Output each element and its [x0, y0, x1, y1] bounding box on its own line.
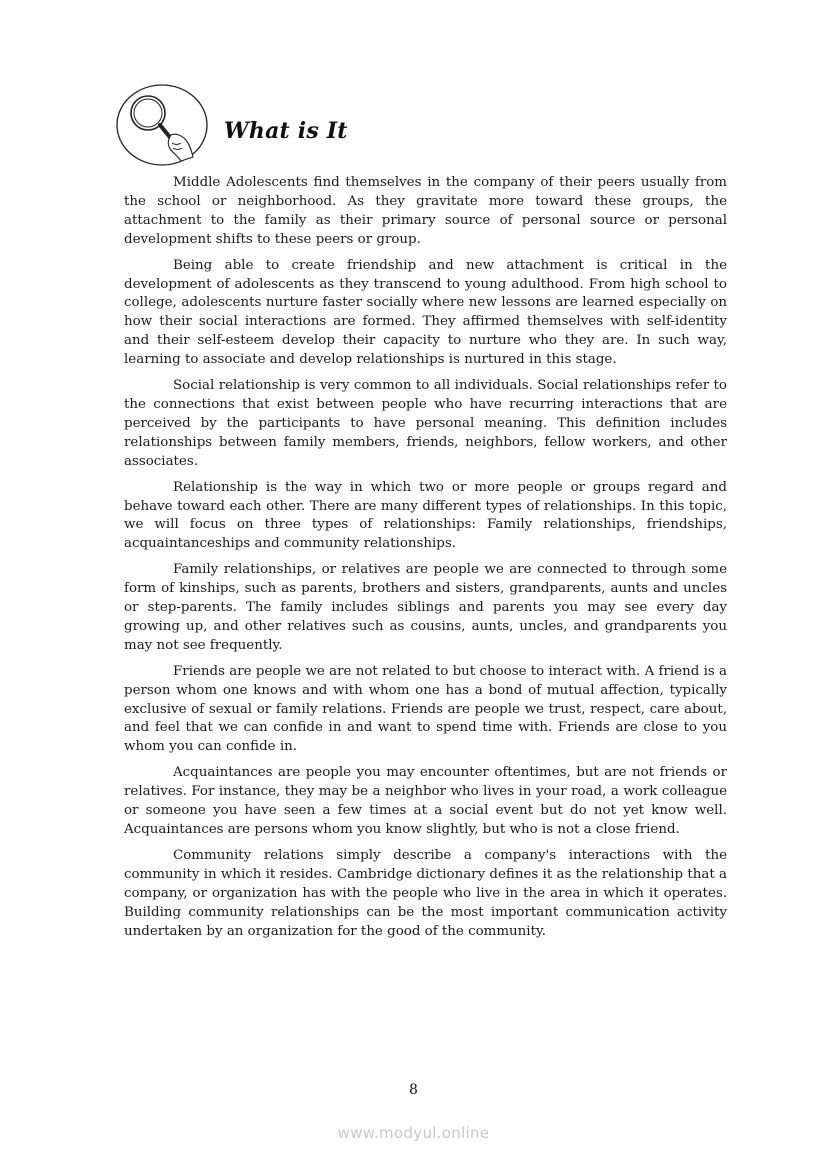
- paragraph-middle-adolescents: Middle Adolescents find themselves in the company of their peers usually from the school or neighborhood. As they gravitate more toward these groups, the attachment to the family as their primary source of personal source or personal development shifts to these peers or group.: [124, 175, 727, 247]
- paragraph-relationship-types: Relationship is the way in which two or more people or groups regard and behave toward each other. There are many different types of relationships. In this topic, we will focus on three types of relationships: Family relationships, friendships, acquaintanceships and community relationships.: [124, 479, 727, 552]
- paragraph-community-relations: Community relations simply describe a company's interactions with the community in which it resides. Cambridge dictionary defines it as the relationship that a company, or organization has with the people who live in the area in which it operates. Building community relationships can be the most important communication activity undertaken by an organization for the good of the community.: [124, 847, 727, 939]
- paragraph-acquaintances: Acquaintances are people you may encounter oftentimes, but are not friends or relatives. For instance, they may be a neighbor who lives in your road, a work colleague or someone you have seen a few times at a social event but do not yet know well. Acquaintances are persons whom you know slightly, but who is not a close friend.: [124, 765, 727, 837]
- page-number: 8: [409, 1082, 418, 1098]
- paragraph-social-relationship: Social relationship is very common to all individuals. Social relationships refer to the connections that exist between people who have recurring interactions that are perceived by the participants to have personal meaning. This definition includes relationships between family members, friends, neighbors, fellow workers, and other associates.: [124, 378, 727, 469]
- body-text: [124, 174, 727, 948]
- paragraph-friendship-attachment: Being able to create friendship and new attachment is critical in the development of adolescents as they transcend to young adulthood. From high school to college, adolescents nurture faster socially where new lessons are learned especially on how their social interactions are formed. They affirmed themselves with self-identity and their self-esteem develop their capacity to nurture who they are. In such way, learning to associate and develop relationships is nurtured in this stage.: [124, 257, 727, 368]
- paragraph-friends: Friends are people we are not related to but choose to interact with. A friend is a person whom one knows and with whom one has a bond of mutual affection, typically exclusive of sexual or family relations. Friends are people we trust, respect, care about, and feel that we can confide in and want to spend time with. Friends are close to you whom you can confide in.: [124, 663, 727, 755]
- paragraph-family-relationships: Family relationships, or relatives are people we are connected to through some form of kinships, such as parents, brothers and sisters, grandparents, aunts and uncles or step-parents. The family includes siblings and parents you may see every day growing up, and other relatives such as cousins, aunts, uncles, and grandparents you may not see frequently.: [124, 562, 727, 653]
- magnifying-glass-hand-icon: [115, 83, 209, 167]
- section-title: What is It: [224, 118, 348, 144]
- watermark: www.modyul.online: [337, 1124, 490, 1142]
